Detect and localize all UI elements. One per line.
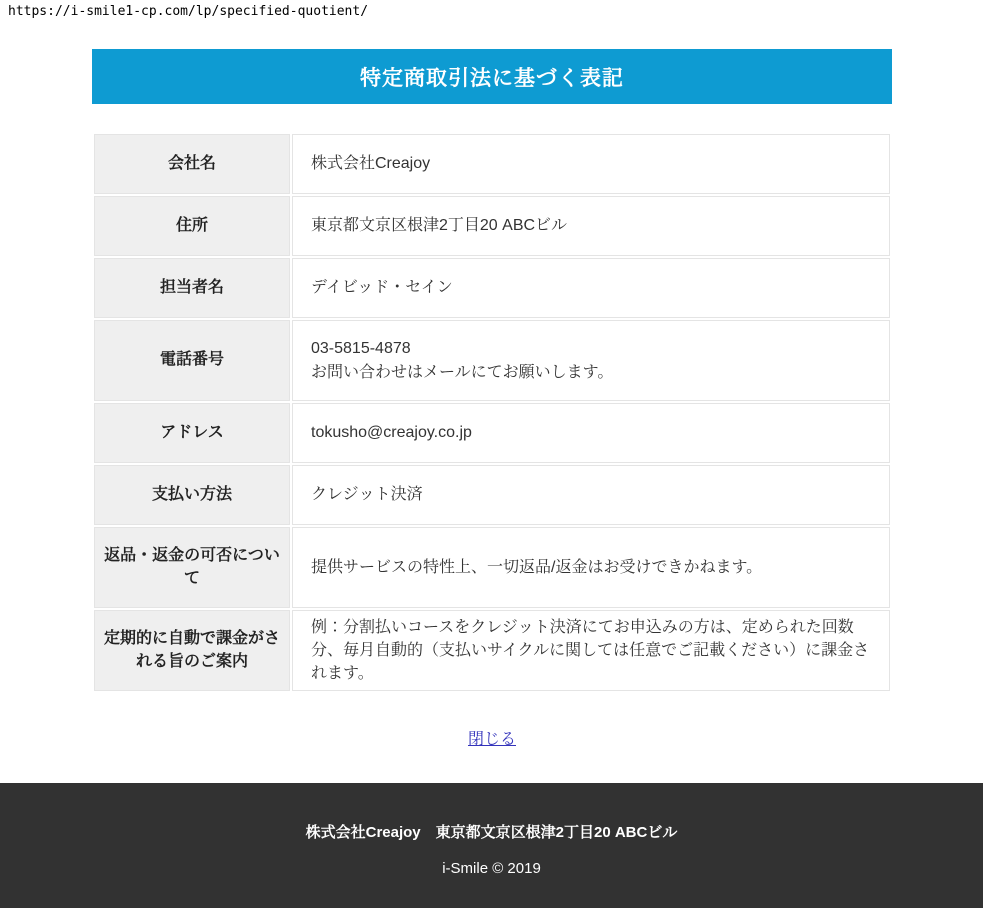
row-value: 東京都文京区根津2丁目20 ABCビル: [292, 196, 890, 256]
row-label: 会社名: [94, 134, 290, 194]
row-label: 支払い方法: [94, 465, 290, 525]
row-value: 株式会社Creajoy: [292, 134, 890, 194]
specified-commercial-transactions-table: [92, 132, 892, 693]
row-value: クレジット決済: [292, 465, 890, 525]
url-text: https://i-smile1-cp.com/lp/specified-quotient/: [8, 4, 369, 19]
footer-copyright: i-Smile © 2019: [442, 860, 541, 877]
phone-note: お問い合わせはメールにてお願いします。: [311, 363, 614, 381]
table-row-phone: [94, 320, 890, 401]
row-label: 電話番号: [94, 320, 290, 401]
table-row-payment-method: [94, 465, 890, 525]
footer-company-address: 株式会社Creajoy 東京都文京区根津2丁目20 ABCビル: [305, 824, 678, 841]
content-container: [92, 49, 892, 749]
table-row-address: [94, 196, 890, 256]
page-title: 特定商取引法に基づく表記: [360, 66, 624, 90]
row-value: tokusho@creajoy.co.jp: [292, 403, 890, 463]
table-row-company: [94, 134, 890, 194]
table-row-recurring-billing: [94, 610, 890, 691]
footer: [0, 783, 983, 908]
row-value: [292, 320, 890, 401]
page-title-banner: [92, 49, 892, 104]
row-value: デイビッド・セイン: [292, 258, 890, 318]
row-value: 例：分割払いコースをクレジット決済にてお申込みの方は、定められた回数分、毎月自動的（支払いサイクルに関しては任意でご記載ください）に課金されます。: [292, 610, 890, 691]
row-label: 住所: [94, 196, 290, 256]
row-label: 定期的に自動で課金がされる旨のご案内: [94, 610, 290, 691]
table-row-contact-person: [94, 258, 890, 318]
row-value: 提供サービスの特性上、一切返品/返金はお受けできかねます。: [292, 527, 890, 608]
table-row-email: [94, 403, 890, 463]
row-label: 担当者名: [94, 258, 290, 318]
table-row-refund-policy: [94, 527, 890, 608]
row-label: 返品・返金の可否について: [94, 527, 290, 608]
close-link-container: [92, 726, 892, 749]
close-link[interactable]: 閉じる: [467, 731, 516, 748]
phone-number: 03-5815-4878: [311, 340, 411, 358]
row-label: アドレス: [94, 403, 290, 463]
